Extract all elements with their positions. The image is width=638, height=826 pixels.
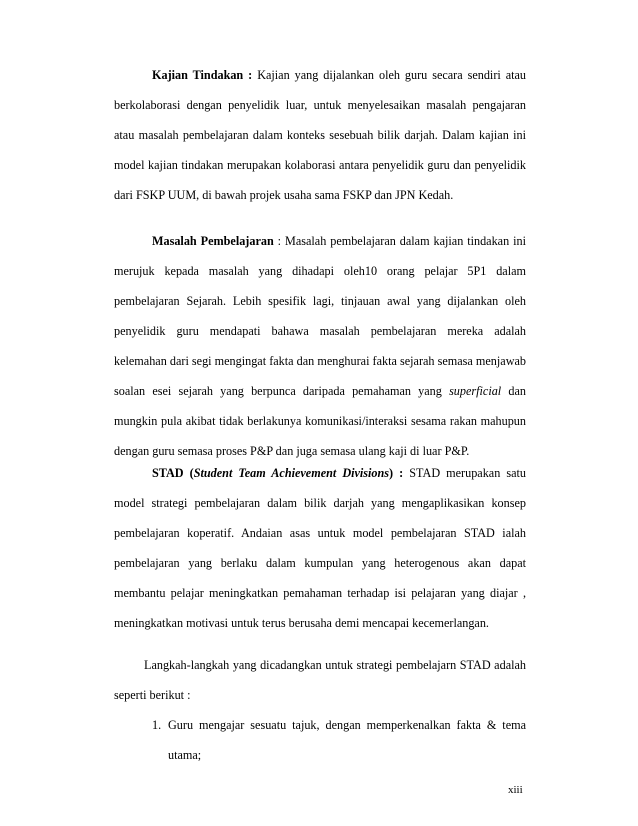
paragraph-stad <box>114 458 526 638</box>
term-stad-abbr: STAD <box>152 466 184 480</box>
page-number: xiii <box>508 784 523 796</box>
list-number: 1. <box>152 718 162 732</box>
italic-superficial: superficial <box>449 384 502 398</box>
term-kajian-tindakan: Kajian Tindakan : <box>152 68 253 82</box>
term-stad-full: Student Team Achievement Divisions <box>193 466 390 480</box>
langkah-intro: Langkah-langkah yang dicadangkan untuk strategi pembelajarn STAD adalah seperti berikut : <box>114 658 526 702</box>
paragraph-langkah <box>114 650 526 710</box>
paragraph-masalah-pembelajaran <box>114 226 526 466</box>
definition-kajian-tindakan: Kajian yang dijalankan oleh guru secara sendiri atau berkolaborasi dengan penyelidik luar, untuk menyelesaikan masalah pengajaran atau masalah pembelajaran dalam konteks sesebuah bilik darjah. Dalam kajian ini model kajian tindakan merupakan kolaborasi antara penyelidik guru dan penyelidik dari FSKP UUM, di bawah projek usaha sama FSKP dan JPN Kedah. <box>114 68 527 202</box>
term-stad-open: ( <box>183 466 194 480</box>
definition-masalah-part1: Masalah pembelajaran dalam kajian tindakan ini merujuk kepada masalah yang dihadapi oleh10 orang pelajar 5P1 dalam pembelajaran Sejarah. Lebih spesifik lagi, tinjauan awal yang dijalankan oleh penyelidik guru mendapati bahawa masalah pembelajaran mereka adalah kelemahan dari segi mengingat fakta dan menghurai fakta sejarah semasa menjawab soalan esei sejarah yang berpunca daripada pemahaman yang <box>114 234 526 398</box>
term-stad-close: ) : <box>389 466 404 480</box>
list-text: Guru mengajar sesuatu tajuk, dengan memperkenalkan fakta & tema utama; <box>168 718 526 762</box>
paragraph-kajian-tindakan <box>114 60 526 210</box>
list-item <box>152 710 526 770</box>
term-stad <box>152 466 403 480</box>
term-separator: : <box>273 234 285 248</box>
term-masalah-pembelajaran: Masalah Pembelajaran <box>152 234 274 248</box>
definition-masalah-part2: dan mungkin pula akibat tidak berlakunya komunikasi/interaksi sesama rakan mahupun dengan guru semasa proses P&P dan juga semasa ulang kaji di luar P&P. <box>114 384 526 458</box>
definition-stad: STAD merupakan satu model strategi pembelajaran dalam bilik darjah yang mengaplikasikan konsep pembelajaran koperatif. Andaian asas untuk model pembelajaran STAD ialah pembelajaran yang berlaku dalam kumpulan yang heterogenous akan dapat membantu pelajar meningkatkan pemahaman terhadap isi pelajaran yang diajar , meningkatkan motivasi untuk terus berusaha demi mencapai kecemerlangan. <box>114 466 526 630</box>
